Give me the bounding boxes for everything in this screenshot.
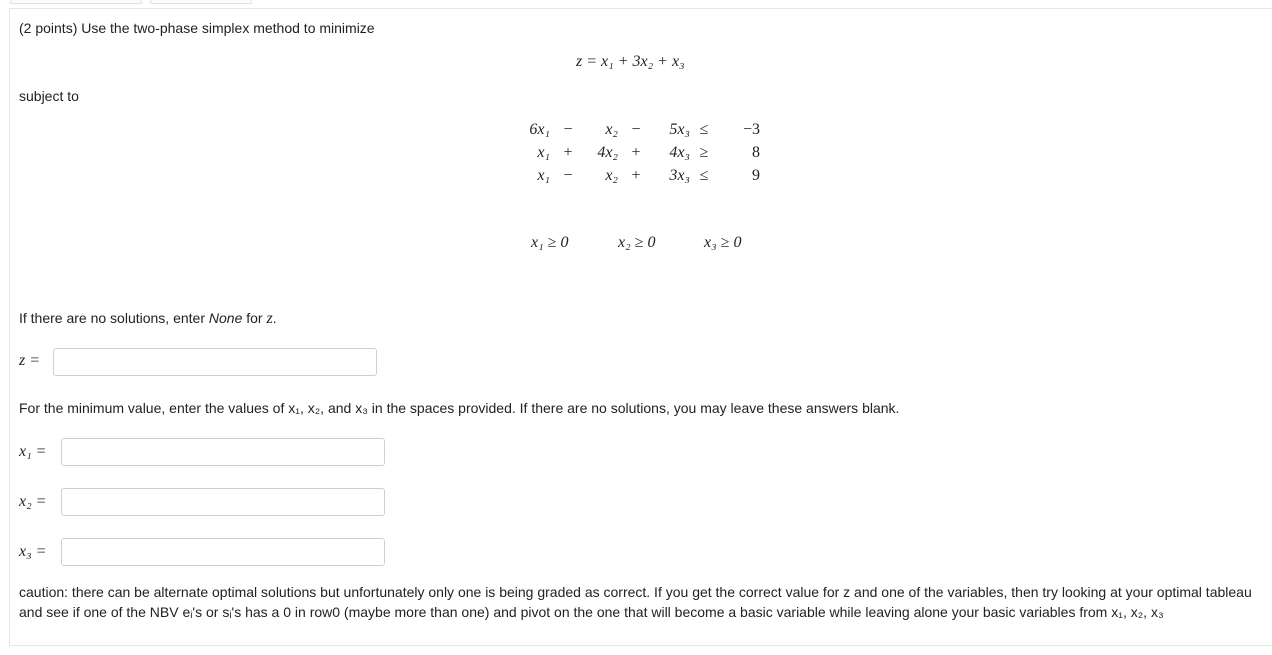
x1-label: x₁ = bbox=[19, 443, 47, 460]
note-text: . bbox=[272, 310, 277, 326]
nonneg-x1: x₁ ≥ 0 bbox=[531, 234, 569, 251]
note-text: for bbox=[242, 310, 267, 326]
note-none-word: None bbox=[208, 310, 243, 326]
constraint-term: 4x₂ bbox=[597, 143, 618, 161]
constraint-operator: − bbox=[563, 166, 573, 184]
constraint-term: x₂ bbox=[605, 166, 618, 184]
constraint-rhs: 9 bbox=[752, 166, 760, 184]
constraint-term: x₁ bbox=[537, 166, 550, 184]
constraint-relation: ≤ bbox=[699, 120, 709, 138]
nonneg-x2: x₂ ≥ 0 bbox=[618, 234, 656, 251]
constraint-operator: + bbox=[631, 166, 641, 184]
z-input[interactable] bbox=[53, 348, 377, 376]
constraint-relation: ≥ bbox=[699, 143, 709, 161]
x2-input[interactable] bbox=[61, 488, 385, 516]
z-label: z = bbox=[19, 352, 41, 369]
problem-intro: (2 points) Use the two-phase simplex method to minimize bbox=[19, 20, 375, 36]
constraint-term: 4x₃ bbox=[669, 143, 690, 161]
note-text: If there are no solutions, enter bbox=[19, 310, 209, 326]
nonneg-x3: x₃ ≥ 0 bbox=[704, 234, 742, 251]
x2-label: x₂ = bbox=[19, 493, 47, 510]
constraint-term: 5x₃ bbox=[669, 120, 690, 138]
tab-2[interactable] bbox=[150, 0, 252, 4]
x1-input[interactable] bbox=[61, 438, 385, 466]
constraint-operator: + bbox=[631, 143, 641, 161]
constraint-row bbox=[518, 141, 760, 164]
constraint-rhs: −3 bbox=[742, 120, 760, 138]
objective-function: z = x₁ + 3x₂ + x₃ bbox=[576, 53, 685, 70]
answers-instruction: For the minimum value, enter the values of x₁, x₂, and x₃ in the spaces provided. If there are no solutions, you may leave these answers blank. bbox=[19, 400, 900, 416]
constraint-operator: − bbox=[631, 120, 641, 138]
x3-input[interactable] bbox=[61, 538, 385, 566]
no-solution-note bbox=[19, 310, 277, 328]
x3-label: x₃ = bbox=[19, 543, 47, 560]
constraint-term: 6x₁ bbox=[529, 120, 550, 138]
tab-1[interactable] bbox=[10, 0, 142, 4]
constraint-term: x₁ bbox=[537, 143, 550, 161]
constraint-rhs: 8 bbox=[752, 143, 760, 161]
constraint-operator: − bbox=[563, 120, 573, 138]
constraint-row bbox=[518, 118, 760, 141]
subject-to-label: subject to bbox=[19, 88, 79, 104]
constraints-table bbox=[518, 118, 760, 187]
constraint-term: x₂ bbox=[605, 120, 618, 138]
constraint-row bbox=[518, 164, 760, 187]
caution-note: caution: there can be alternate optimal solutions but unfortunately only one is being graded as correct. If you get the correct value for z and one of the variables, then try looking at your optimal tableau and see if one of the NBV eᵢ's or sᵢ's has a 0 in row0 (maybe more than one) and pivot on the one that will become a basic variable while leaving alone your basic variables from x₁, x₂, x₃ bbox=[19, 584, 1252, 620]
constraint-term: 3x₃ bbox=[669, 166, 690, 184]
constraint-operator: + bbox=[563, 143, 573, 161]
note-z: z bbox=[266, 310, 273, 327]
constraint-relation: ≤ bbox=[699, 166, 709, 184]
